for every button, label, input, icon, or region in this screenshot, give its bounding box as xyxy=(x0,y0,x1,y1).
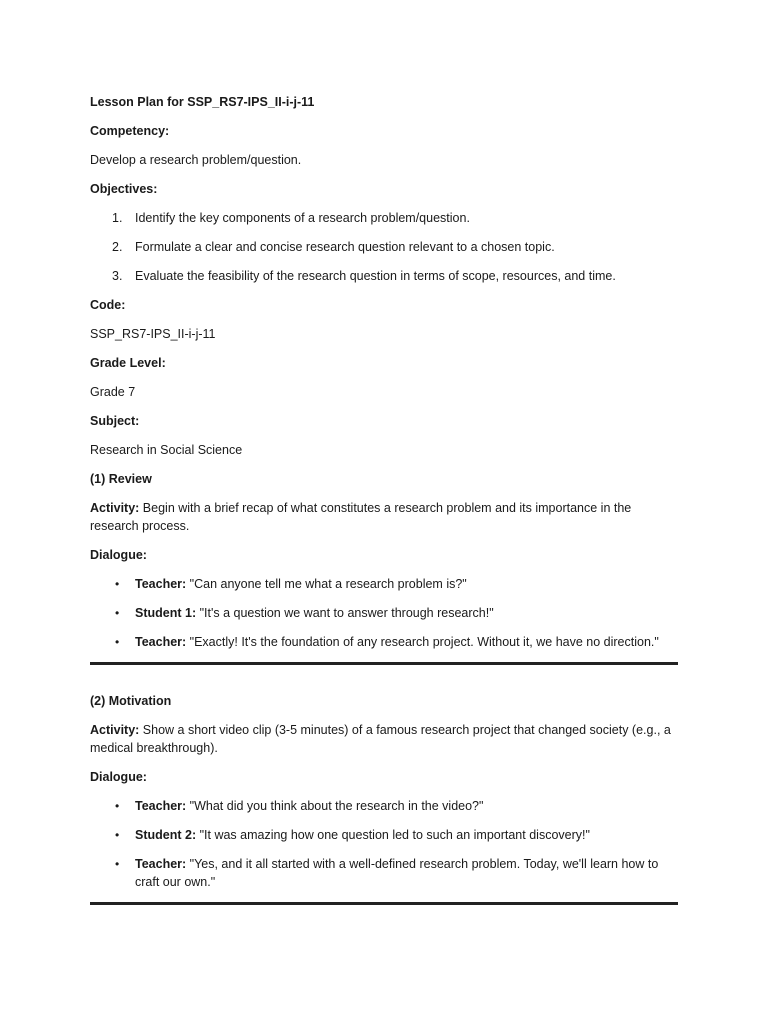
dialogue-line: "Exactly! It's the foundation of any research project. Without it, we have no direction." xyxy=(186,635,659,649)
dialogue-line: "Can anyone tell me what a research problem is?" xyxy=(186,577,467,591)
objective-item xyxy=(90,267,678,285)
bullet-icon: • xyxy=(115,799,120,813)
bullet-icon: • xyxy=(115,635,120,649)
motivation-dialogue-heading: Dialogue: xyxy=(90,770,147,784)
subject-text: Research in Social Science xyxy=(90,443,243,457)
dialogue-speaker: Teacher: xyxy=(135,577,187,591)
document-title: Lesson Plan for SSP_RS7-IPS_II-i-j-11 xyxy=(90,95,315,109)
dialogue-speaker: Teacher: xyxy=(135,799,187,813)
activity-text: Begin with a brief recap of what constitutes a research problem and its importance in the research process. xyxy=(90,501,632,533)
competency-heading: Competency: xyxy=(90,124,170,138)
dialogue-line: "Yes, and it all started with a well-defined research problem. Today, we'll learn how to craft our own." xyxy=(135,857,659,889)
grade-level-text: Grade 7 xyxy=(90,385,136,399)
bullet-icon: • xyxy=(115,606,120,620)
motivation-dialogue-list xyxy=(90,797,678,891)
dialogue-line: "It's a question we want to answer through research!" xyxy=(196,606,494,620)
review-heading: (1) Review xyxy=(90,472,152,486)
dialogue-line: "What did you think about the research in the video?" xyxy=(186,799,484,813)
dialogue-speaker: Teacher: xyxy=(135,635,187,649)
objectives-heading: Objectives: xyxy=(90,182,158,196)
motivation-activity xyxy=(90,721,678,757)
review-activity xyxy=(90,499,678,535)
dialogue-speaker: Teacher: xyxy=(135,857,187,871)
bullet-icon: • xyxy=(115,857,120,871)
competency-text: Develop a research problem/question. xyxy=(90,153,302,167)
dialogue-speaker: Student 1: xyxy=(135,606,197,620)
grade-level-heading: Grade Level: xyxy=(90,356,166,370)
dialogue-line: "It was amazing how one question led to such an important discovery!" xyxy=(196,828,590,842)
section-divider xyxy=(90,662,678,665)
dialogue-item xyxy=(90,604,678,622)
dialogue-item xyxy=(90,633,678,651)
subject-heading: Subject: xyxy=(90,414,140,428)
bullet-icon: • xyxy=(115,577,120,591)
objective-number: 2. xyxy=(112,240,123,254)
review-dialogue-list xyxy=(90,575,678,651)
bullet-icon: • xyxy=(115,828,120,842)
objectives-list xyxy=(90,209,678,285)
code-heading: Code: xyxy=(90,298,126,312)
dialogue-item xyxy=(90,855,678,891)
objective-text: Formulate a clear and concise research question relevant to a chosen topic. xyxy=(135,240,555,254)
activity-label: Activity: xyxy=(90,501,140,515)
document-page xyxy=(90,93,678,932)
code-text: SSP_RS7-IPS_II-i-j-11 xyxy=(90,327,216,341)
dialogue-speaker: Student 2: xyxy=(135,828,197,842)
section-divider xyxy=(90,902,678,905)
dialogue-item xyxy=(90,575,678,593)
objective-item xyxy=(90,209,678,227)
motivation-heading: (2) Motivation xyxy=(90,694,172,708)
activity-label: Activity: xyxy=(90,723,140,737)
objective-text: Evaluate the feasibility of the research question in terms of scope, resources, and time. xyxy=(135,269,616,283)
objective-item xyxy=(90,238,678,256)
review-dialogue-heading: Dialogue: xyxy=(90,548,147,562)
objective-number: 1. xyxy=(112,211,123,225)
activity-text: Show a short video clip (3-5 minutes) of a famous research project that changed society (e.g., a medical breakthrough). xyxy=(90,723,671,755)
dialogue-item xyxy=(90,826,678,844)
objective-number: 3. xyxy=(112,269,123,283)
dialogue-item xyxy=(90,797,678,815)
objective-text: Identify the key components of a research problem/question. xyxy=(135,211,470,225)
